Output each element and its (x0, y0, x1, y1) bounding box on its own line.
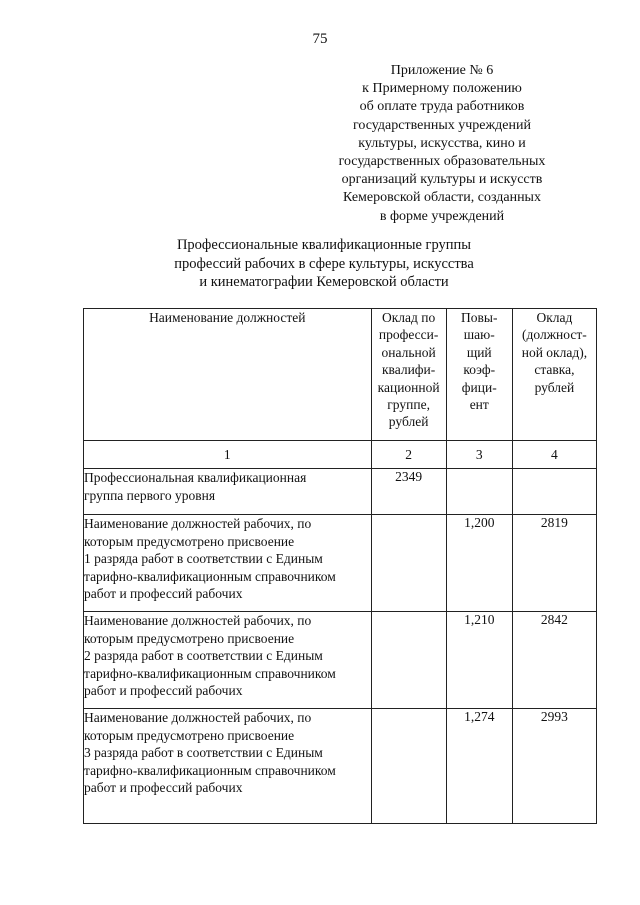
position-name-cell (84, 469, 372, 515)
position-name-cell (84, 612, 372, 709)
base-salary-cell (371, 612, 446, 709)
header-line: Оклад по (381, 310, 436, 325)
table-row (84, 469, 597, 515)
cell-line: работ и профессий рабочих (84, 780, 243, 795)
header-line: ной оклад), (521, 344, 588, 360)
header-line: (должност- (522, 327, 587, 343)
base-salary-cell (371, 515, 446, 612)
header-line: квалифи- (381, 362, 436, 378)
cell-line: Наименование должностей рабочих, по (84, 516, 312, 531)
appendix-line: Приложение № 6 (390, 63, 494, 78)
coefficient-cell: 1,274 (446, 709, 512, 824)
cell-line: 1 разряда работ в соответствии с Единым (84, 551, 323, 566)
coefficient-cell: 1,210 (446, 612, 512, 709)
column-number-row (84, 441, 597, 469)
appendix-line: организаций культуры и искусств (341, 172, 543, 188)
header-line: группе, (387, 397, 430, 413)
column-number: 3 (446, 441, 512, 469)
document-title (120, 236, 528, 292)
table-row (84, 709, 597, 824)
cell-line: 2 разряда работ в соответствии с Единым (84, 648, 323, 663)
cell-line: Наименование должностей рабочих, по (84, 710, 312, 725)
cell-line: тарифно-квалификационным справочником (84, 665, 336, 681)
header-line: ставка, (534, 362, 575, 378)
header-line: шаю- (463, 327, 495, 343)
salary-cell: 2842 (512, 612, 596, 709)
appendix-line: в форме учреждений (379, 208, 505, 224)
header-line: рублей (388, 414, 429, 430)
qualification-groups-table (83, 308, 597, 824)
cell-line: работ и профессий рабочих (84, 586, 243, 601)
appendix-line: об оплате труда работников (359, 99, 525, 115)
cell-line: которым предусмотрено присвоение (84, 727, 295, 743)
header-line: ональной (381, 344, 436, 360)
cell-line: тарифно-квалификационным справочником (84, 762, 336, 778)
salary-cell (512, 469, 596, 515)
title-line: и кинематографии Кемеровской области (199, 274, 449, 290)
cell-line: Профессиональная квалификационная (84, 470, 307, 485)
header-line: Оклад (536, 310, 573, 325)
appendix-line: Кемеровской области, созданных (343, 190, 541, 206)
table-row (84, 612, 597, 709)
position-name-cell (84, 515, 372, 612)
cell-line: которым предусмотрено присвоение (84, 630, 295, 646)
table-header-row (84, 309, 597, 441)
header-line: Повы- (461, 310, 498, 325)
coefficient-cell: 1,200 (446, 515, 512, 612)
page-number: 75 (312, 31, 328, 47)
column-number: 2 (371, 441, 446, 469)
base-salary-cell: 2349 (371, 469, 446, 515)
appendix-line: государственных образовательных (338, 154, 546, 170)
header-line: щий (466, 344, 492, 360)
cell-line: которым предусмотрено присвоение (84, 533, 295, 549)
coefficient-cell (446, 469, 512, 515)
column-number: 4 (512, 441, 596, 469)
header-base-salary (371, 309, 446, 441)
header-line: кационной (377, 379, 440, 395)
header-coefficient (446, 309, 512, 441)
appendix-reference (322, 62, 562, 226)
header-line: коэф- (463, 362, 496, 378)
cell-line: группа первого уровня (84, 487, 216, 503)
cell-line: работ и профессий рабочих (84, 683, 243, 698)
salary-cell: 2993 (512, 709, 596, 824)
cell-line: тарифно-квалификационным справочником (84, 568, 336, 584)
title-line: профессий рабочих в сфере культуры, искусства (174, 255, 474, 272)
base-salary-cell (371, 709, 446, 824)
header-salary (512, 309, 596, 441)
salary-cell: 2819 (512, 515, 596, 612)
appendix-line: культуры, искусства, кино и (358, 135, 526, 151)
header-line: рублей (534, 379, 575, 395)
title-line: Профессиональные квалификационные группы (176, 237, 472, 253)
cell-line: Наименование должностей рабочих, по (84, 613, 312, 628)
column-number: 1 (84, 441, 372, 469)
header-line: професси- (378, 327, 439, 343)
header-position-name: Наименование должностей (84, 309, 372, 441)
header-line: ент (469, 397, 489, 413)
header-line: фици- (461, 379, 497, 395)
table-row (84, 515, 597, 612)
appendix-line: к Примерному положению (362, 81, 522, 97)
position-name-cell (84, 709, 372, 824)
appendix-line: государственных учреждений (353, 117, 531, 133)
cell-line: 3 разряда работ в соответствии с Единым (84, 745, 323, 760)
